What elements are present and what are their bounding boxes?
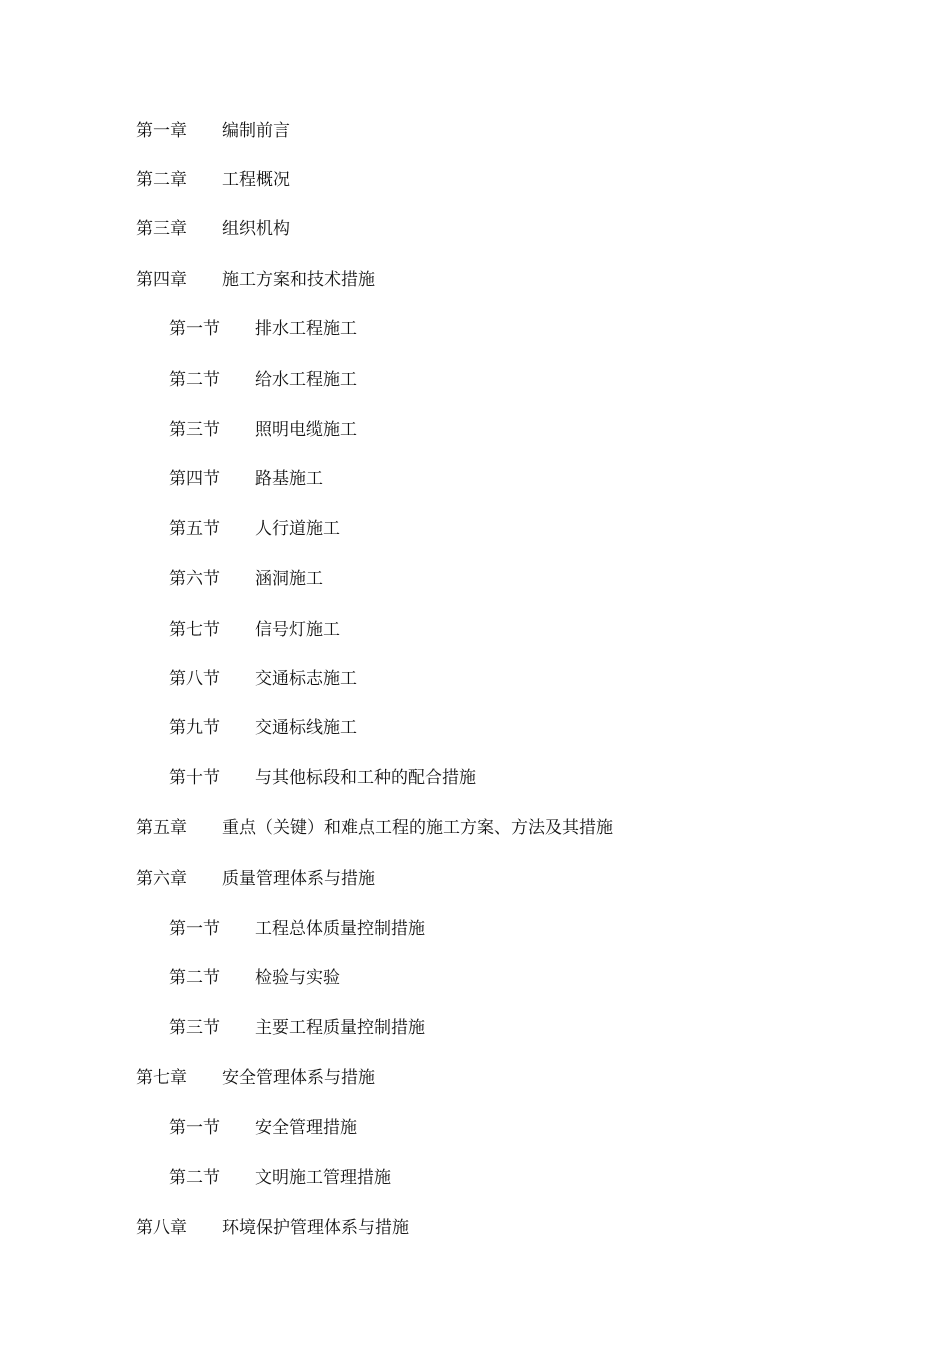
toc-chapter-title: 工程概况 (222, 170, 290, 190)
toc-chapter-title: 组织机构 (222, 219, 290, 239)
toc-chapter-number: 第四章 (136, 270, 187, 290)
toc-section-number: 第二节 (169, 968, 220, 988)
toc-section-number: 第三节 (169, 1018, 220, 1038)
toc-section-number: 第一节 (169, 919, 220, 939)
toc-section-number: 第一节 (169, 319, 220, 339)
toc-chapter-title: 编制前言 (222, 121, 290, 141)
toc-chapter-title: 施工方案和技术措施 (222, 270, 375, 290)
toc-section-number: 第十节 (169, 768, 220, 788)
toc-section-title: 给水工程施工 (255, 370, 357, 390)
toc-section-number: 第二节 (169, 370, 220, 390)
toc-section-title: 照明电缆施工 (255, 420, 357, 440)
toc-section-title: 排水工程施工 (255, 319, 357, 339)
toc-chapter-title: 重点（关键）和难点工程的施工方案、方法及其措施 (222, 818, 613, 838)
toc-section-number: 第四节 (169, 469, 220, 489)
toc-section-number: 第五节 (169, 519, 220, 539)
toc-section-number: 第八节 (169, 669, 220, 689)
toc-section-title: 工程总体质量控制措施 (255, 919, 425, 939)
toc-chapter-number: 第三章 (136, 219, 187, 239)
toc-chapter-number: 第六章 (136, 869, 187, 889)
toc-section-title: 交通标线施工 (255, 718, 357, 738)
toc-section-title: 人行道施工 (255, 519, 340, 539)
toc-chapter-number: 第八章 (136, 1218, 187, 1238)
toc-chapter-number: 第一章 (136, 121, 187, 141)
toc-section-title: 与其他标段和工种的配合措施 (255, 768, 476, 788)
toc-chapter-number: 第五章 (136, 818, 187, 838)
toc-section-number: 第一节 (169, 1118, 220, 1138)
toc-section-number: 第九节 (169, 718, 220, 738)
toc-section-title: 安全管理措施 (255, 1118, 357, 1138)
toc-chapter-title: 安全管理体系与措施 (222, 1068, 375, 1088)
toc-section-title: 主要工程质量控制措施 (255, 1018, 425, 1038)
toc-section-title: 涵洞施工 (255, 569, 323, 589)
toc-section-number: 第三节 (169, 420, 220, 440)
toc-section-title: 路基施工 (255, 469, 323, 489)
toc-section-title: 文明施工管理措施 (255, 1168, 391, 1188)
toc-section-number: 第二节 (169, 1168, 220, 1188)
toc-chapter-title: 质量管理体系与措施 (222, 869, 375, 889)
toc-section-title: 检验与实验 (255, 968, 340, 988)
toc-section-number: 第六节 (169, 569, 220, 589)
toc-section-title: 信号灯施工 (255, 620, 340, 640)
toc-chapter-number: 第二章 (136, 170, 187, 190)
toc-section-number: 第七节 (169, 620, 220, 640)
toc-chapter-title: 环境保护管理体系与措施 (222, 1218, 409, 1238)
toc-chapter-number: 第七章 (136, 1068, 187, 1088)
toc-section-title: 交通标志施工 (255, 669, 357, 689)
